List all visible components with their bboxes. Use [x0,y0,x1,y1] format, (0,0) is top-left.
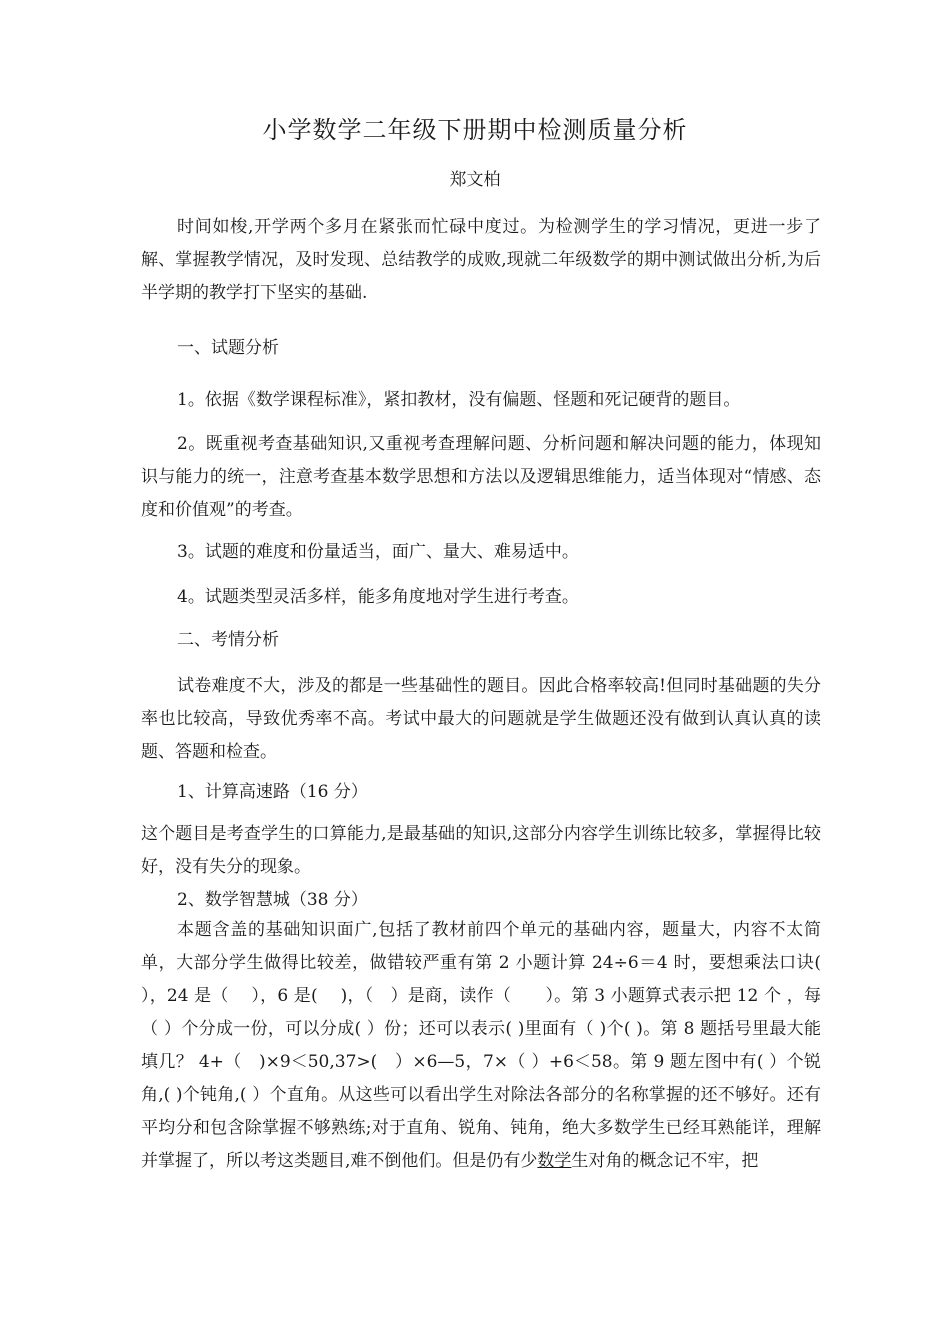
subsection-heading-wisdom: 2、数学智慧城（38 分） [177,890,368,910]
underlined-word: 数学 [537,1151,572,1171]
wisdom-paragraph [141,914,844,1178]
wisdom-text-b: 生对角的概念记不牢，把 [571,1151,759,1171]
analysis-item-4: 4。试题类型灵活多样，能多角度地对学生进行考查。 [177,587,579,607]
analysis-item-3: 3。试题的难度和份量适当，面广、量大、难易适中。 [177,542,579,562]
section-heading-analysis: 一、试题分析 [177,338,279,358]
analysis-item-2: 2。既重视考查基础知识,又重视考查理解问题、分析问题和解决问题的能力，体现知识与能力的统一，注意考查基本数学思想和方法以及逻辑思维能力，适当体现对“情感、态度和价值观”的考查。 [141,434,821,520]
wisdom-text-a: 本题含盖的基础知识面广,包括了教材前四个单元的基础内容，题量大，内容不太简单，大部分学生做得比较差，做错较严重有第 2 小题计算 24÷6＝4 时，要想乘法口诀( ），24 是（ ），6 是( )，（ ）是商，读作（ ）。第 3 小题算式表示把 12 个 ，每（ ）个分成一份，可以分成( ）份；还可以表示( )里面有（ )个( )。第 8 题括号里最大能填几？ 4+（ )×9＜50,37>( ）×6—5，7×（ ）+6＜58。第 9 题左图中有( ）个锐角,( )个钝角,( ）个直角。从这些可以看出学生对除法各部分的名称掌握的还不够好。还有平均分和包含除掌握不够熟练;对于直角、锐角、钝角，绝大多数学生已经耳熟能详，理解并掌握了，所以考这类题目,难不倒他们。但是仍有少 [141,920,844,1171]
calc-paragraph: 这个题目是考查学生的口算能力,是最基础的知识,这部分内容学生训练比较多，掌握得比较好，没有失分的现象。 [141,824,821,877]
subsection-heading-calc: 1、计算高速路（16 分） [177,782,368,802]
intro-paragraph: 时间如梭,开学两个多月在紧张而忙碌中度过。为检测学生的学习情况，更进一步了解、掌握教学情况，及时发现、总结教学的成败,现就二年级数学的期中测试做出分析,为后半学期的教学打下坚实的基础. [141,217,821,303]
analysis-item-1: 1。依据《数学课程标准》，紧扣教材，没有偏题、怪题和死记硬背的题目。 [177,390,741,410]
exam-paragraph: 试卷难度不大，涉及的都是一些基础性的题目。因此合格率较高!但同时基础题的失分率也比较高，导致优秀率不高。考试中最大的问题就是学生做题还没有做到认真认真的读题、答题和检查。 [141,676,821,762]
author-name: 郑文柏 [449,170,501,190]
section-heading-exam: 二、考情分析 [177,630,279,650]
document-title: 小学数学二年级下册期中检测质量分析 [262,116,688,144]
